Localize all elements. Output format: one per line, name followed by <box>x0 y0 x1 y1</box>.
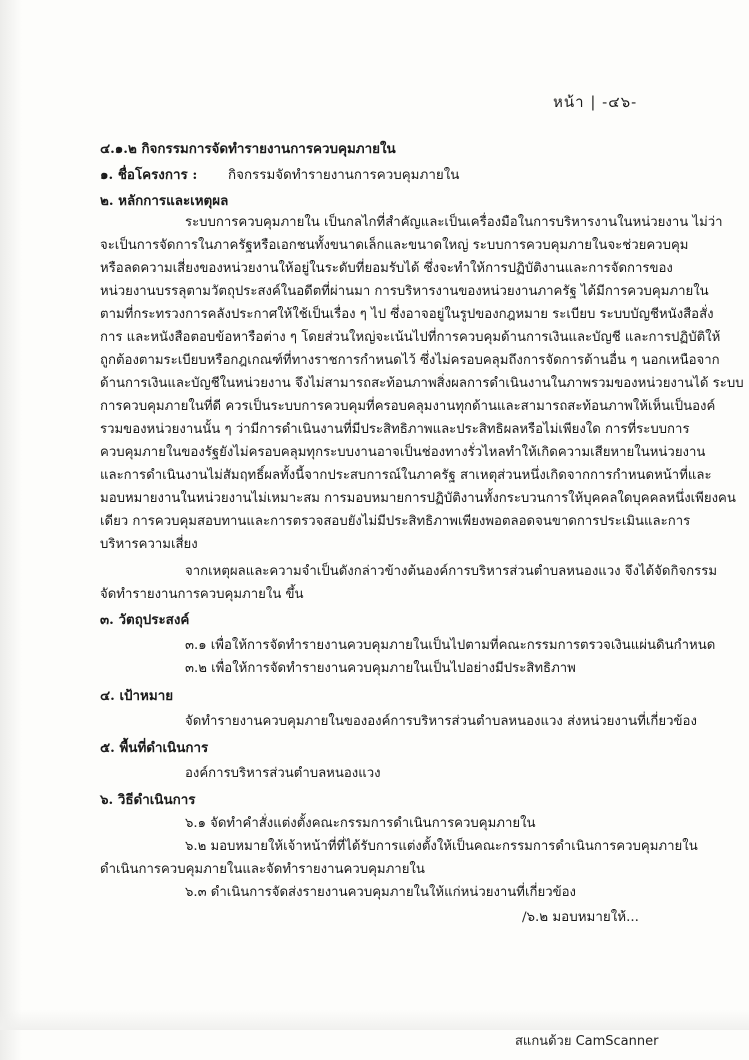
rationale-line: ตามที่กระทรวงการคลังประกาศให้ใช้เป็นเรื่อง ๆ ไป ซึ่งอาจอยู่ในรูปของกฎหมาย ระเบียบ ระบบบัญชีหนังสือสั่ง <box>100 307 714 322</box>
rationale-line: ควบคุมภายในของรัฐยังไม่ครอบคลุมทุกระบบงานอาจเป็นช่องทางรั่วไหลทำให้เกิดความเสียหายในหน่วยงาน <box>100 445 706 460</box>
area-value: องค์การบริหารส่วนตำบลหนองแวง <box>185 766 381 781</box>
rationale-heading: ๒. หลักการและเหตุผล <box>100 193 229 209</box>
rationale-conclusion-line: จากเหตุผลและความจำเป็นดังกล่าวข้างต้นองค์การบริหารส่วนตำบลหนองแวง จึงได้จัดกิจกรรม <box>185 564 718 579</box>
method-item: ๖.๑ จัดทำคำสั่งแต่งตั้งคณะกรรมการดำเนินการควบคุมภายใน <box>185 816 536 831</box>
project-name-value: กิจกรรมจัดทำรายงานการควบคุมภายใน <box>228 168 460 183</box>
scan-shadow-left <box>0 0 22 1060</box>
rationale-line: มอบหมายงานในหน่วยงานไม่เหมาะสม การมอบหมายการปฏิบัติงานทั้งกระบวนการให้บุคคลใดบุคคลหนึ่งเพียงคน <box>100 491 736 506</box>
rationale-line: บริหารความเสี่ยง <box>100 537 198 552</box>
page-number: หน้า | -๔๖- <box>553 93 638 111</box>
method-item-continuation: ดำเนินการควบคุมภายในและจัดทำรายงานควบคุมภายใน <box>100 862 425 877</box>
rationale-line: ระบบการควบคุมภายใน เป็นกลไกที่สำคัญและเป็นเครื่องมือในการบริหารงานในหน่วยงาน ไม่ว่า <box>185 215 723 230</box>
rationale-line: เดียว การควบคุมสอบทานและการตรวจสอบยังไม่มีประสิทธิภาพเพียงพอตลอดจนขาดการประเมินและการ <box>100 514 691 529</box>
project-name-heading: ๑. ชื่อโครงการ : <box>100 167 198 183</box>
method-item: ๖.๓ ดำเนินการจัดส่งรายงานควบคุมภายในให้แก่หน่วยงานที่เกี่ยวข้อง <box>185 885 577 900</box>
target-heading: ๔. เป้าหมาย <box>100 688 174 704</box>
continuation-note: /๖.๒ มอบหมายให้... <box>522 910 639 925</box>
section-title: ๔.๑.๒ กิจกรรมการจัดทำรายงานการควบคุมภายใน <box>100 141 396 157</box>
objective-item: ๓.๑ เพื่อให้การจัดทำรายงานควบคุมภายในเป็นไปตามที่คณะกรรมการตรวจเงินแผ่นดินกำหนด <box>185 638 716 653</box>
camscanner-watermark: สแกนด้วย CamScanner <box>515 1034 659 1049</box>
rationale-line: ถูกต้องตามระเบียบหรือกฎเกณฑ์ที่ทางราชการกำหนดไว้ ซึ่งไม่ครอบคลุมถึงการจัดการด้านอื่น ๆ นอกเหนือจาก <box>100 353 720 368</box>
area-heading: ๕. พื้นที่ดำเนินการ <box>100 740 209 756</box>
target-value: จัดทำรายงานควบคุมภายในขององค์การบริหารส่วนตำบลหนองแวง ส่งหน่วยงานที่เกี่ยวข้อง <box>185 714 697 729</box>
rationale-line: หรือลดความเสี่ยงของหน่วยงานให้อยู่ในระดับที่ยอมรับได้ ซึ่งจะทำให้การปฏิบัติงานและการจัดการของ <box>100 261 673 276</box>
rationale-line: การ และหนังสือตอบข้อหารือต่าง ๆ โดยส่วนใหญ่จะเน้นไปที่การควบคุมด้านการเงินและบัญชี และการปฏิบัติให้ <box>100 330 721 345</box>
rationale-line: จะเป็นการจัดการในภาครัฐหรือเอกชนทั้งขนาดเล็กและขนาดใหญ่ ระบบการควบคุมภายในจะช่วยควบคุม <box>100 238 689 253</box>
rationale-line: และการดำเนินงานไม่สัมฤทธิ์ผลทั้งนี้จากประสบการณ์ในภาครัฐ สาเหตุส่วนหนึ่งเกิดจากการกำหนดหน้าที่และ <box>100 468 712 483</box>
rationale-line: การควบคุมภายในที่ดี ควรเป็นระบบการควบคุมที่ครอบคลุมงานทุกด้านและสามารถสะท้อนภาพให้เห็นเป็นองค์ <box>100 399 716 414</box>
method-heading: ๖. วิธีดำเนินการ <box>100 792 196 808</box>
rationale-line: รวมของหน่วยงานนั้น ๆ ว่ามีการดำเนินงานที่มีประสิทธิภาพและประสิทธิผลหรือไม่เพียงใด การที่ระบบการ <box>100 422 690 437</box>
rationale-line: ด้านการเงินและบัญชีในหน่วยงาน จึงไม่สามารถสะท้อนภาพสิ่งผลการดำเนินงานในภาพรวมของหน่วยงานได้ ระบบ <box>100 376 744 391</box>
objective-item: ๓.๒ เพื่อให้การจัดทำรายงานควบคุมภายในเป็นไปอย่างมีประสิทธิภาพ <box>185 661 576 676</box>
rationale-line: หน่วยงานบรรลุตามวัตถุประสงค์ในอดีตที่ผ่านมา การบริหารงานของหน่วยงานภาครัฐ ได้มีการควบคุมภายใน <box>100 284 709 299</box>
method-item: ๖.๒ มอบหมายให้เจ้าหน้าที่ที่ได้รับการแต่งตั้งให้เป็นคณะกรรมการดำเนินการควบคุมภายใน <box>185 839 698 854</box>
scan-shadow-bottom <box>0 1010 749 1030</box>
rationale-conclusion-line: จัดทำรายงานการควบคุมภายใน ขึ้น <box>100 587 304 602</box>
objectives-heading: ๓. วัตถุประสงค์ <box>100 612 190 628</box>
